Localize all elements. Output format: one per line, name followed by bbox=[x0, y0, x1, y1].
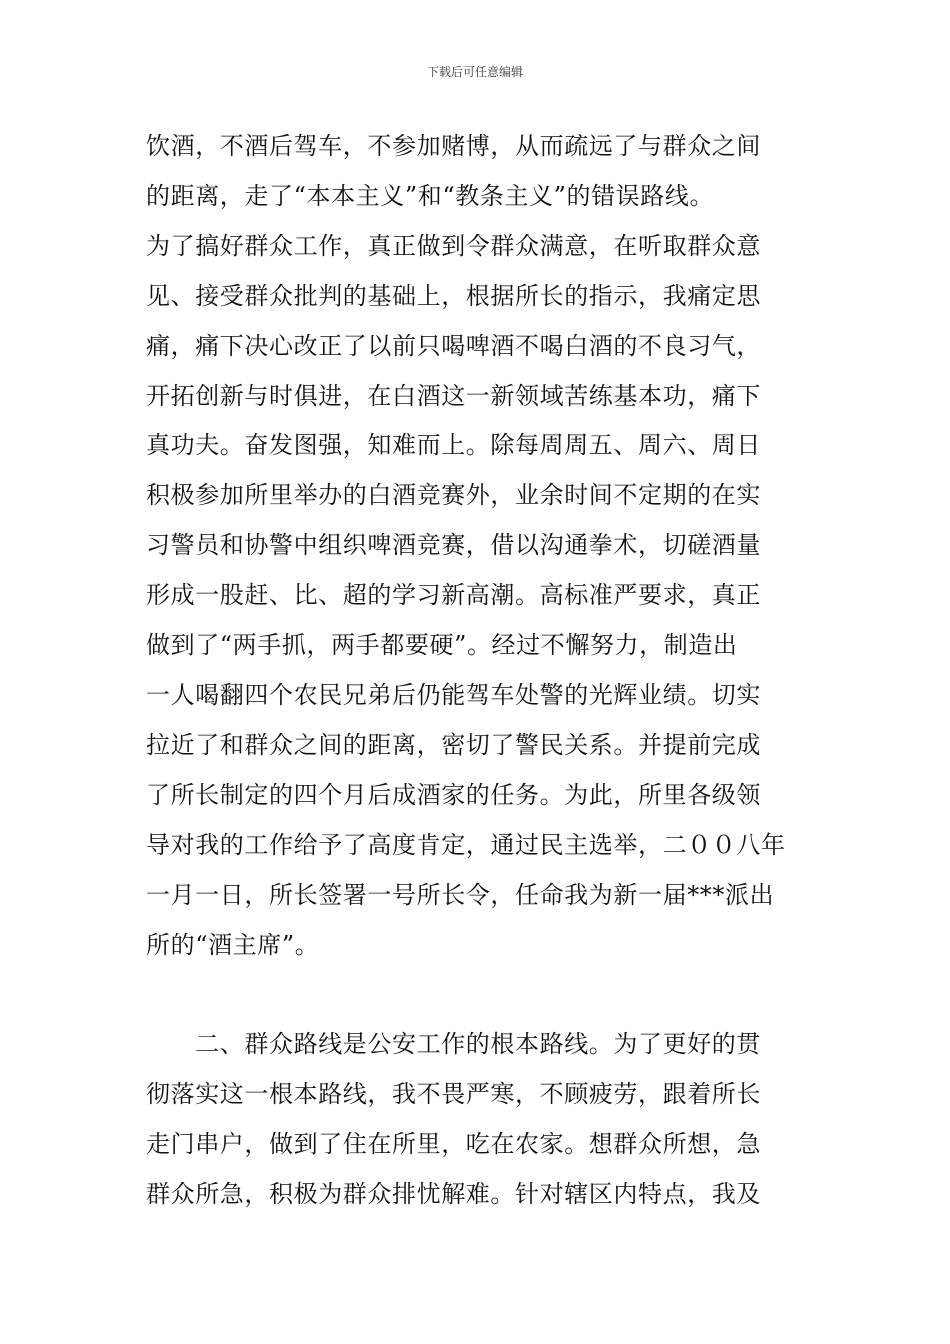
text-line: 所的“酒主席”。 bbox=[146, 930, 320, 959]
text-line: 一月一日，所长签署一号所长令，任命我为新一届***派出 bbox=[146, 880, 775, 909]
text-line: 彻落实这一根本路线，我不畏严寒，不顾疲劳，跟着所长 bbox=[146, 1080, 761, 1109]
text-line: 的距离，走了“本本主义”和“教条主义”的错误路线。 bbox=[146, 181, 715, 210]
paragraph-1 bbox=[146, 122, 806, 970]
text-line: 了所长制定的四个月后成酒家的任务。为此，所里各级领 bbox=[146, 780, 761, 809]
text-line: 为了搞好群众工作，真正做到令群众满意，在听取群众意 bbox=[146, 231, 761, 260]
text-line: 二、群众路线是公安工作的根本路线。为了更好的贯 bbox=[146, 1030, 761, 1059]
text-line: 走门串户，做到了住在所里，吃在农家。想群众所想，急 bbox=[146, 1130, 761, 1159]
text-line: 拉近了和群众之间的距离，密切了警民关系。并提前完成 bbox=[146, 730, 761, 759]
document-body bbox=[146, 122, 806, 1220]
paragraph-spacer bbox=[146, 970, 806, 1020]
text-line: 痛，痛下决心改正了以前只喝啤酒不喝白酒的不良习气， bbox=[146, 331, 761, 360]
text-line: 饮酒，不酒后驾车，不参加赌博，从而疏远了与群众之间 bbox=[146, 132, 761, 160]
text-line: 做到了“两手抓，两手都要硬”。经过不懈努力，制造出 bbox=[146, 631, 738, 660]
text-line: 导对我的工作给予了高度肯定，通过民主选举，二００八年 bbox=[146, 830, 786, 859]
text-line: 真功夫。奋发图强，知难而上。除每周周五、周六、周日 bbox=[146, 431, 761, 460]
paragraph-2 bbox=[146, 1020, 806, 1220]
text-line: 开拓创新与时俱进，在白酒这一新领域苦练基本功，痛下 bbox=[146, 381, 761, 410]
page-header: 下载后可任意编辑 bbox=[426, 65, 523, 79]
text-line: 形成一股赶、比、超的学习新高潮。高标准严要求，真正 bbox=[146, 581, 761, 610]
text-line: 积极参加所里举办的白酒竞赛外，业余时间不定期的在实 bbox=[146, 481, 761, 510]
text-line: 群众所急，积极为群众排忧解难。针对辖区内特点，我及 bbox=[146, 1180, 761, 1209]
text-line: 见、接受群众批判的基础上，根据所长的指示，我痛定思 bbox=[146, 281, 761, 310]
text-line: 习警员和协警中组织啤酒竞赛，借以沟通拳术，切磋酒量 bbox=[146, 531, 761, 560]
text-line: 一人喝翻四个农民兄弟后仍能驾车处警的光辉业绩。切实 bbox=[146, 680, 761, 709]
